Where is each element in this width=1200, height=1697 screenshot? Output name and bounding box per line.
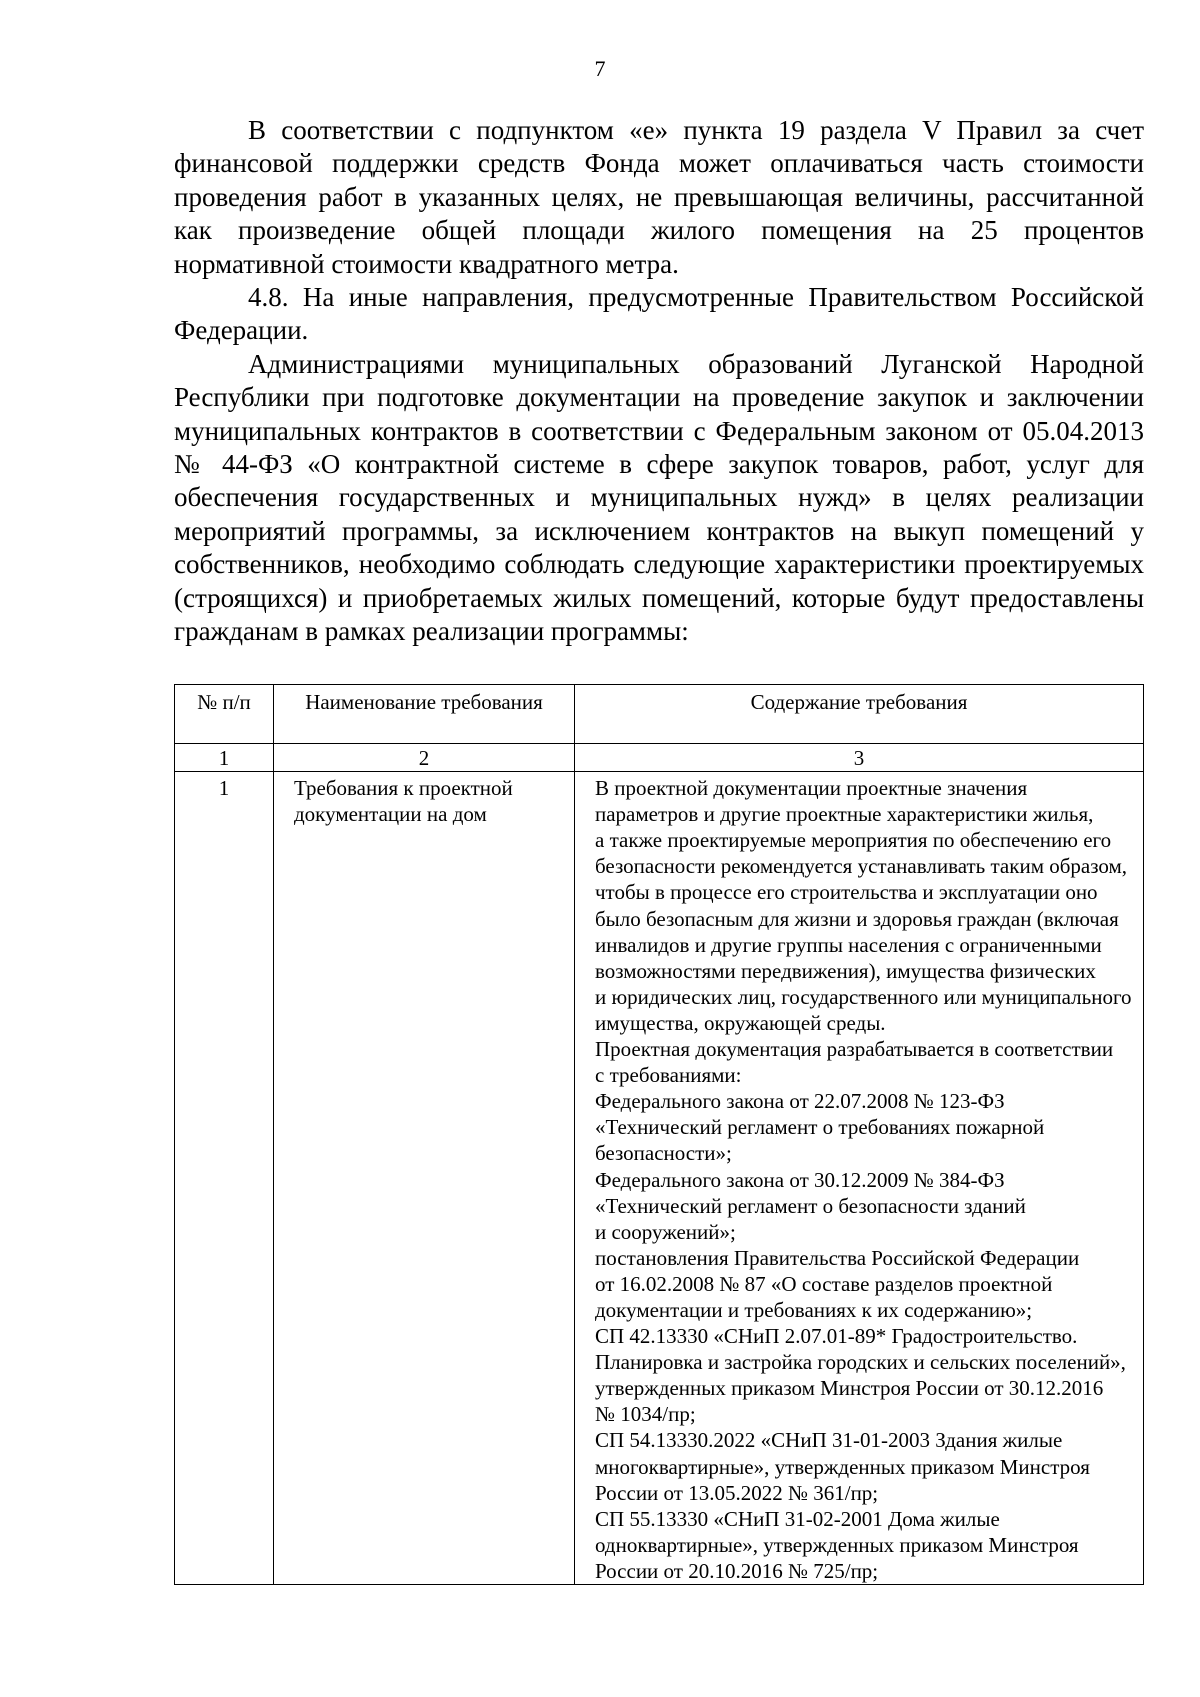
page-number: 7 [594,56,606,81]
header-requirement-content: Содержание требования [575,685,1144,744]
requirement-content-line: было безопасным для жизни и здоровья граждан (включая [595,906,1119,931]
requirement-content-line: В проектной документации проектные значения [595,776,1028,801]
row-number: 1 [175,772,274,1585]
requirement-content-line: документации и требованиях к их содержанию»; [595,1297,1033,1322]
requirement-content-line: № 1034/пр; [595,1402,696,1427]
requirement-content-line: чтобы в процессе его строительства и эксплуатации оно [595,880,1098,905]
header-requirement-name: Наименование требования [274,685,575,744]
requirement-content-line: безопасности»; [595,1141,732,1166]
requirement-content-line: возможностями передвижения), имущества физических [595,958,1096,983]
requirement-content-line: Федерального закона от 30.12.2009 № 384-ФЗ [595,1167,1005,1192]
requirement-content-line: и юридических лиц, государственного или муниципального [595,984,1132,1009]
requirement-content-line: России от 13.05.2022 № 361/пр; [595,1480,879,1505]
requirement-content-line: одноквартирные», утвержденных приказом Минстроя [595,1532,1079,1557]
index-cell: 3 [575,744,1144,772]
document-body [174,114,1144,649]
requirement-content-line: параметров и другие проектные характеристики жилья, [595,802,1094,827]
requirement-content-line: «Технический регламент о безопасности зданий [595,1193,1026,1218]
requirement-content-line: Планировка и застройка городских и сельских поселений», [595,1350,1126,1375]
row-requirement-content [575,772,1144,1585]
table-header-row [175,685,1144,744]
requirement-content-line: утвержденных приказом Минстроя России от 30.12.2016 [595,1376,1104,1401]
requirement-content-line: Проектная документация разрабатывается в соответствии [595,1037,1114,1062]
index-cell: 2 [274,744,575,772]
paragraph-procurement-requirements: Администрациями муниципальных образований Луганской Народной Республики при подготовке документации на проведение закупок и заключении муниципальных контрактов в соответствии с Федеральным законом от 05.04.2013 № 44-ФЗ «О контрактной системе в сфере закупок товаров, работ, услуг для обеспечения государственных и муниципальных нужд» в целях реализации мероприятий программы, за исключением контрактов на выкуп помещений у собственников, необходимо соблюдать следующие характеристики проектируемых (строящихся) и приобретаемых жилых помещений, которые будут предоставлены гражданам в рамках реализации программы: [174,348,1144,647]
index-cell: 1 [175,744,274,772]
requirement-content-line: СП 55.13330 «СНиП 31-02-2001 Дома жилые [595,1506,1000,1531]
requirement-content-line: России от 20.10.2016 № 725/пр; [595,1558,879,1583]
requirement-content-line: СП 54.13330.2022 «СНиП 31-01-2003 Здания жилые [595,1428,1063,1453]
paragraph-fund-support: В соответствии с подпунктом «е» пункта 19 раздела V Правил за счет финансовой поддержки средств Фонда может оплачиваться часть стоимости проведения работ в указанных целях, не превышающая величины, рассчитанной как произведение общей площади жилого помещения на 25 процентов нормативной стоимости квадратного метра. [174,115,1144,279]
requirement-content-line: имущества, окружающей среды. [595,1010,886,1035]
requirement-content-line: постановления Правительства Российской Федерации [595,1245,1080,1270]
requirement-content-line: инвалидов и другие группы населения с ограниченными [595,932,1102,957]
requirement-content-line: безопасности рекомендуется устанавливать таким образом, [595,854,1128,879]
requirements-table [174,684,1144,1585]
requirement-content-line: «Технический регламент о требованиях пожарной [595,1115,1045,1140]
header-number: № п/п [175,685,274,744]
requirement-content-line: многоквартирные», утвержденных приказом Минстроя [595,1454,1090,1479]
table-row [175,772,1144,1585]
requirement-content-line: СП 42.13330 «СНиП 2.07.01-89* Градостроительство. [595,1324,1078,1349]
requirement-name-line: Требования к проектной [294,776,513,801]
table-index-row [175,744,1144,772]
paragraph-other-directions: 4.8. На иные направления, предусмотренные Правительством Российской Федерации. [174,282,1144,346]
requirement-content-line: от 16.02.2008 № 87 «О составе разделов проектной [595,1271,1053,1296]
requirement-content-line: и сооружений»; [595,1219,736,1244]
requirement-content-line: а также проектируемые мероприятия по обеспечению его [595,828,1112,853]
requirement-content-line: Федерального закона от 22.07.2008 № 123-ФЗ [595,1089,1005,1114]
requirement-name-line: документации на дом [294,802,487,827]
row-requirement-name [274,772,575,1585]
requirement-content-line: с требованиями: [595,1063,742,1088]
